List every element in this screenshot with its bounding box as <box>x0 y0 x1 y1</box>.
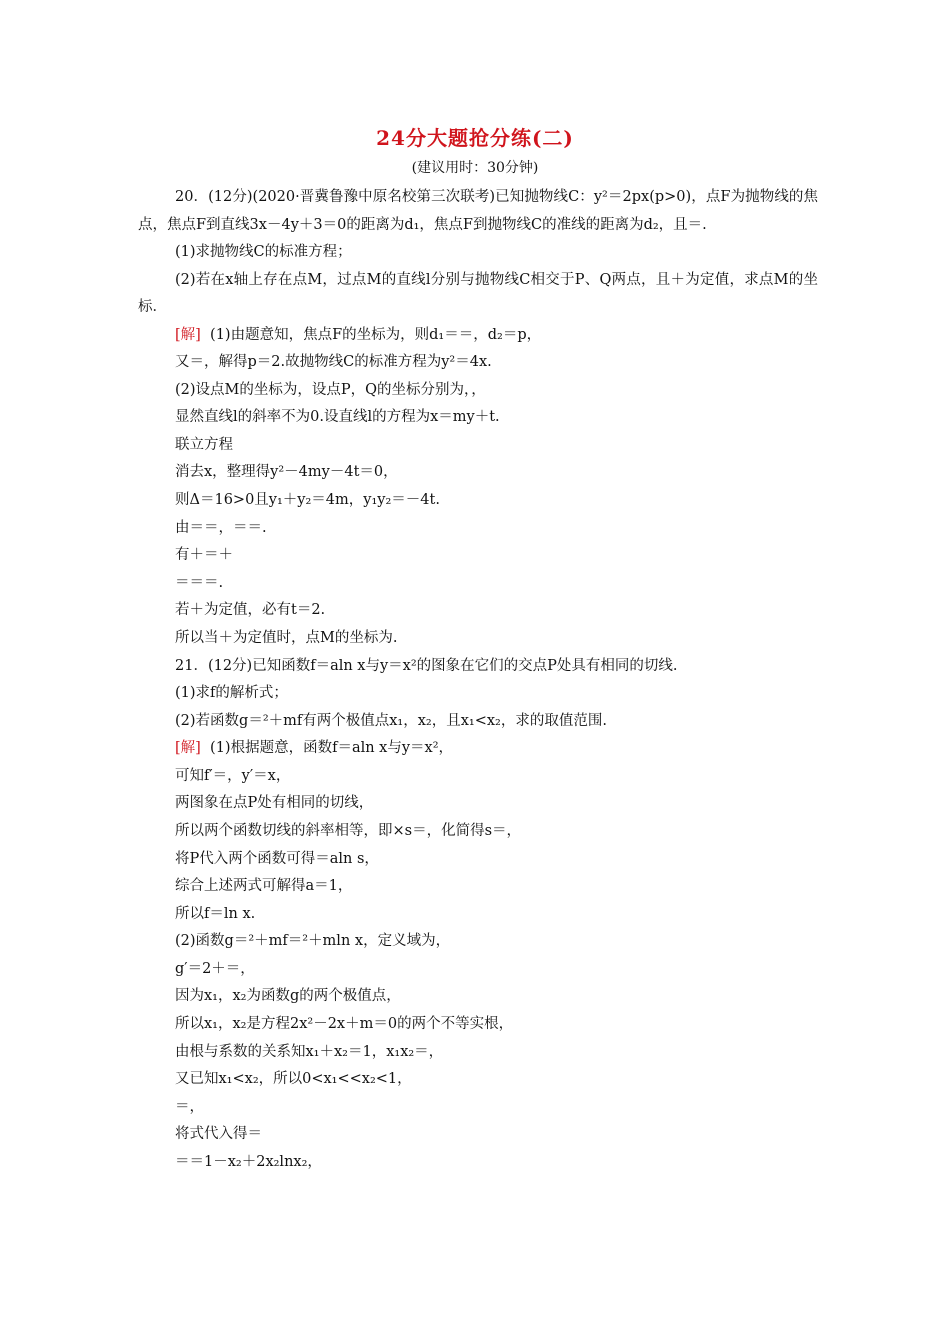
page-title: 24分大题抢分练(二) <box>376 126 574 150</box>
question-21-stem: 21．(12分)已知函数f＝aln x与y＝x²的图象在它们的交点P处具有相同的切线. <box>175 657 678 674</box>
solution-line: 若＋为定值，必有t＝2. <box>175 602 326 619</box>
solution-line: 将P代入两个函数可得＝aln s， <box>175 850 379 867</box>
solution-line: ＝＝＝. <box>175 574 224 591</box>
solution-line: 由＝＝，＝＝. <box>175 519 267 536</box>
question-20-stem: 20．(12分)(2020·晋冀鲁豫中原名校第三次联考)已知抛物线C：y²＝2px(p>0)，点F为抛物线的焦点，焦点F到直线3x－4y＋3＝0的距离为d₁，焦点F到抛物线C的准线的距离为d₂，且＝. <box>138 189 818 233</box>
solution-line: 消去x，整理得y²－4my－4t＝0， <box>175 464 398 481</box>
solution-tag: [解] <box>175 740 201 757</box>
question-21-part-2: (2)若函数g＝²＋mf有两个极值点x₁，x₂，且x₁<x₂，求的取值范围. <box>175 712 607 729</box>
solution-line: 所以两个函数切线的斜率相等，即×s＝，化简得s＝， <box>175 822 522 839</box>
solution-line: 所以x₁，x₂是方程2x²－2x＋m＝0的两个不等实根， <box>175 1016 514 1033</box>
question-21-part-1: (1)求f的解析式； <box>175 685 288 702</box>
solution-line: 因为x₁，x₂为函数g的两个极值点， <box>175 988 401 1005</box>
solution-line: 所以f＝ln x. <box>175 905 256 922</box>
solution-tag: [解] <box>175 326 201 343</box>
solution-line: 将式代入得＝ <box>175 1126 262 1143</box>
solution-line: (2)设点M的坐标为，设点P，Q的坐标分别为，， <box>175 381 486 398</box>
solution-line: 显然直线l的斜率不为0.设直线l的方程为x＝my＋t. <box>175 409 500 426</box>
question-20-part-2: (2)若在x轴上存在点M，过点M的直线l分别与抛物线C相交于P、Q两点，且＋为定值，求点M的坐标． <box>138 271 818 315</box>
solution-line: 又＝，解得p＝2.故抛物线C的标准方程为y²＝4x. <box>175 354 492 371</box>
page-subtitle: (建议用时：30分钟) <box>411 160 539 176</box>
solution-line: 可知f′＝，y′＝x， <box>175 767 291 784</box>
solution-line: 有＋＝＋ <box>175 547 233 564</box>
solution-line: 所以当＋为定值时，点M的坐标为. <box>175 630 398 647</box>
solution-line: ＝， <box>175 1098 204 1115</box>
question-20-part-1: (1)求抛物线C的标准方程； <box>175 244 352 260</box>
solution-line: ＝＝1－x₂＋2x₂lnx₂， <box>175 1154 322 1171</box>
solution-20-text: (1)由题意知，焦点F的坐标为，则d₁＝＝，d₂＝p， <box>210 326 542 343</box>
solution-21-text: (1)根据题意，函数f＝aln x与y＝x²， <box>210 740 454 757</box>
solution-line: 则Δ＝16>0且y₁＋y₂＝4m，y₁y₂＝－4t. <box>175 492 440 509</box>
solution-line: g′＝2＋＝， <box>175 960 255 977</box>
document-body <box>138 184 818 1177</box>
solution-line: 两图象在点P处有相同的切线， <box>175 795 374 812</box>
solution-line: 由根与系数的关系知x₁＋x₂＝1，x₁x₂＝， <box>175 1043 444 1060</box>
solution-line: 联立方程 <box>175 436 233 453</box>
solution-20-first-line <box>138 322 818 350</box>
solution-line: 又已知x₁<x₂，所以0<x₁<<x₂<1， <box>175 1071 412 1088</box>
solution-line: (2)函数g＝²＋mf＝²＋mln x，定义域为， <box>175 933 451 950</box>
solution-21-first-line <box>138 735 818 763</box>
solution-line: 综合上述两式可解得a＝1， <box>175 878 353 895</box>
